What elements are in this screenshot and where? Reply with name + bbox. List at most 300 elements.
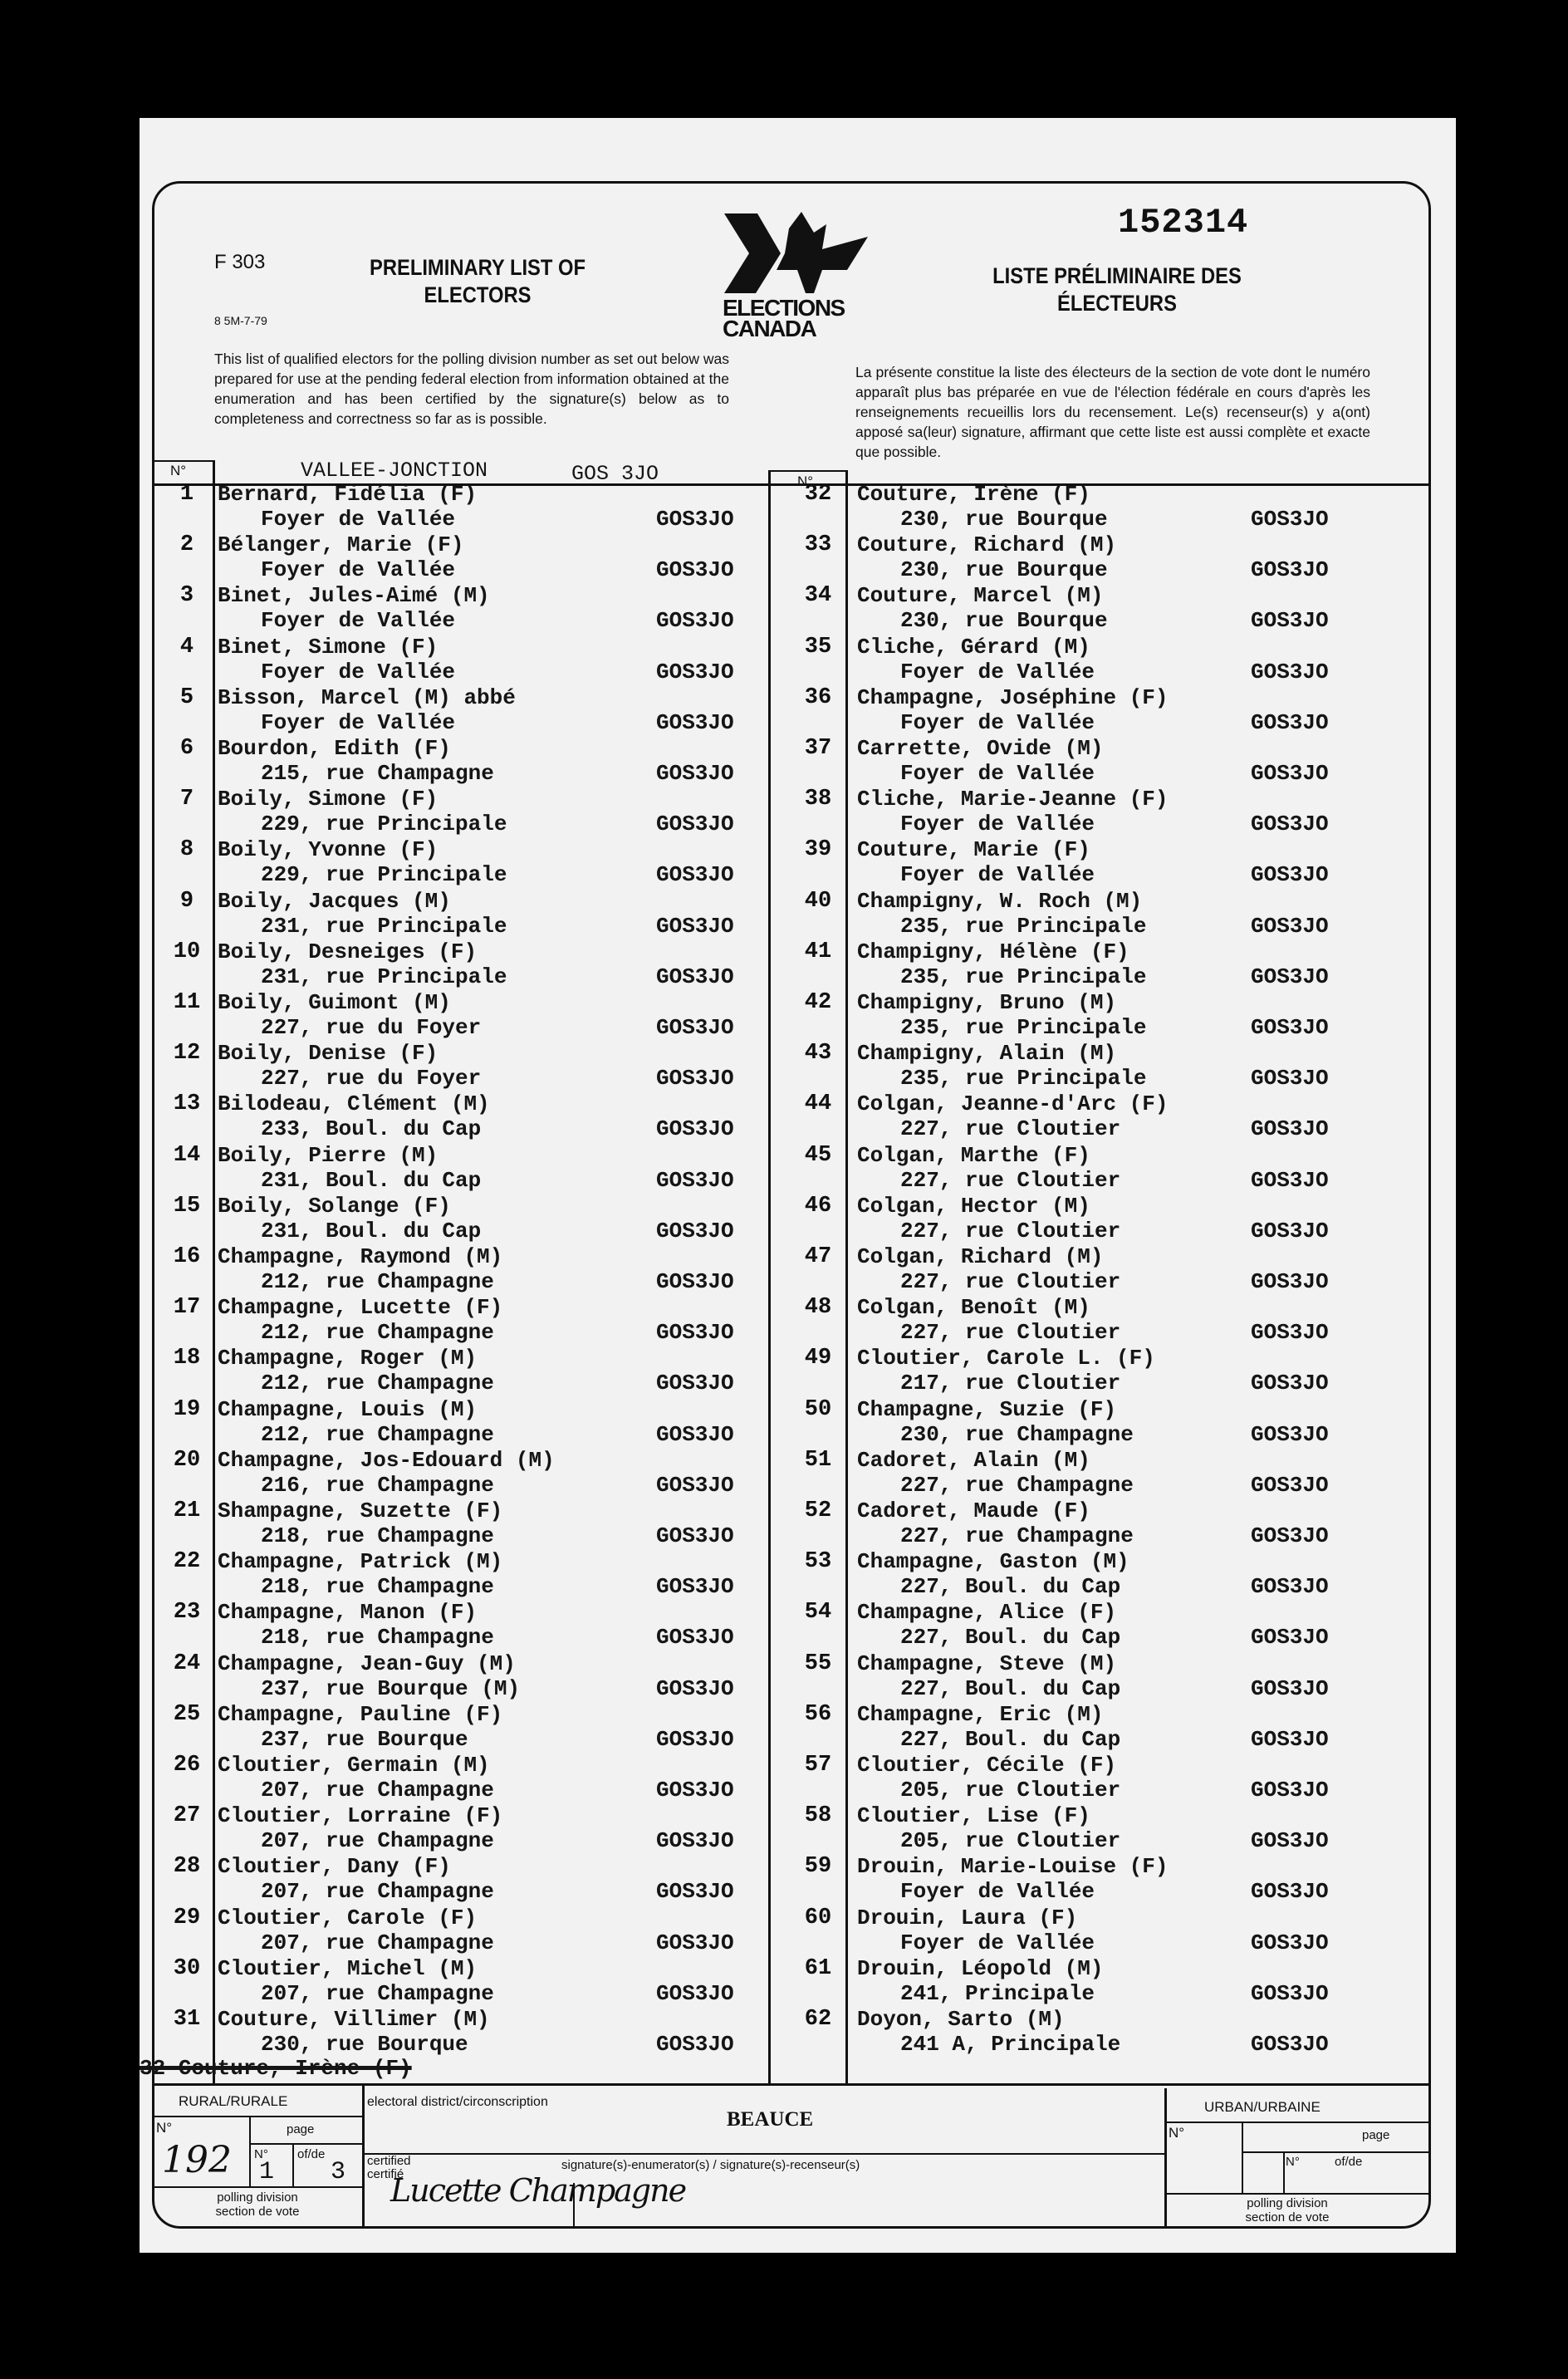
elector-address: 207, rue Champagne (261, 1879, 494, 1905)
rural-no-label: N° (156, 2120, 173, 2136)
elector-name: Cloutier, Cécile (F) (857, 1753, 1117, 1778)
elector-name: Champigny, Alain (M) (857, 1041, 1117, 1067)
elector-address: Foyer de Vallée (900, 659, 1095, 684)
entry-number: 61 (804, 1955, 832, 1981)
postal-code: GOS3JO (1251, 1218, 1329, 1243)
no-box-top-right (768, 470, 847, 472)
rural-label: RURAL/RURALE (179, 2093, 288, 2109)
urban-page-no-label: N° (1286, 2155, 1300, 2169)
no-header-right: N° (797, 473, 814, 489)
postal-code: GOS3JO (1251, 1625, 1329, 1651)
title-en (335, 254, 620, 309)
maple-leaf-x-icon (723, 212, 872, 295)
polling-division-fr: section de vote (215, 2205, 300, 2219)
entry-number: 32 (804, 482, 832, 507)
postal-code: GOS3JO (656, 659, 734, 684)
elector-address: 207, rue Champagne (261, 1930, 494, 1955)
elector-name: Couture, Villimer (M) (218, 2007, 490, 2032)
logo-line1: ELECTIONS (723, 295, 845, 321)
postal-code: GOS3JO (656, 1320, 734, 1346)
postal-code: GOS3JO (1251, 1421, 1329, 1447)
postal-code: GOS3JO (1251, 1320, 1329, 1346)
postal-code: GOS3JO (1251, 1269, 1329, 1294)
postal-code: GOS3JO (656, 1574, 734, 1600)
elector-address: 241 A, Principale (900, 2032, 1121, 2057)
serial-number: 152314 (1118, 203, 1249, 243)
elector-name: Colgan, Benoît (M) (857, 1295, 1090, 1321)
entry-number: 24 (173, 1651, 201, 1676)
urban-of-label: of/de (1335, 2155, 1363, 2169)
elector-address: Foyer de Vallée (261, 507, 456, 532)
entry-number: 37 (804, 736, 832, 761)
postal-code: GOS3JO (1251, 1371, 1329, 1396)
postal-code: GOS3JO (656, 1167, 734, 1193)
entry-number: 16 (173, 1244, 201, 1269)
elector-name: Binet, Jules-Aimé (M) (218, 583, 490, 609)
entry-number: 15 (173, 1193, 201, 1219)
entry-number: 56 (804, 1701, 832, 1727)
postal-code: GOS3JO (1251, 964, 1329, 989)
postal-code: GOS3JO (1251, 659, 1329, 684)
rural-of-label: of/de (297, 2147, 326, 2161)
postal-code: GOS3JO (1251, 1726, 1329, 1752)
elector-address: 227, Boul. du Cap (900, 1726, 1121, 1752)
elector-name: Cloutier, Carole (F) (218, 1905, 478, 1930)
elector-name: Drouin, Marie-Louise (F) (857, 1854, 1169, 1880)
postal-code: GOS3JO (1251, 1066, 1329, 1091)
postal-code: GOS3JO (1251, 1828, 1329, 1854)
elector-name: Champagne, Roger (M) (218, 1346, 478, 1371)
elector-address: Foyer de Vallée (900, 812, 1095, 837)
entry-number: 31 (173, 2007, 201, 2032)
elector-address: Foyer de Vallée (261, 608, 456, 634)
entry-number: 20 (173, 1447, 201, 1473)
elector-name: Boily, Denise (F) (218, 1041, 439, 1067)
entry-number: 28 (173, 1854, 201, 1880)
elector-address: 227, rue du Foyer (261, 1066, 482, 1091)
rural-page-no-label: N° (254, 2147, 268, 2161)
statement-fr: La présente constitue la liste des électeurs de la section de vote dont le numéro apparaît plus bas préparée en vue de l'élection fédérale en cours d'après les renseignements recueillis lors du recensement. Le(s) recenseur(s) y a(ont) apposé sa(leur) signature, affirmant que cette liste est aussi complète et exacte que possible. (855, 364, 1370, 460)
entry-number: 53 (804, 1549, 832, 1575)
elector-address: 235, rue Principale (900, 1015, 1147, 1040)
entry-number: 57 (804, 1753, 832, 1778)
postal-code: GOS3JO (1251, 1523, 1329, 1548)
entry-number: 58 (804, 1803, 832, 1829)
elector-name: Colgan, Marthe (F) (857, 1142, 1090, 1168)
elector-address: Foyer de Vallée (261, 709, 456, 735)
polling-division-number: 192 (162, 2139, 232, 2181)
postal-code: GOS3JO (1251, 608, 1329, 634)
elector-address: 231, rue Principale (261, 913, 507, 939)
postal-code: GOS3JO (656, 913, 734, 939)
entry-number: 5 (179, 684, 194, 710)
elector-address: 241, Principale (900, 1980, 1095, 2006)
rural-page-label: page (287, 2122, 315, 2136)
signature-label: signature(s)-enumerator(s) / signature(s)-recenseur(s) (561, 2158, 860, 2172)
elector-address: 231, Boul. du Cap (261, 1167, 482, 1193)
elector-address: 229, rue Principale (261, 862, 507, 888)
elector-name: Doyon, Sarto (M) (857, 2007, 1065, 2032)
center-divider-left (768, 470, 771, 2084)
postal-code: GOS3JO (656, 1879, 734, 1905)
postal-code: GOS3JO (1251, 557, 1329, 583)
entry-number: 29 (173, 1905, 201, 1930)
elector-address: 230, rue Bourque (261, 2032, 468, 2057)
urban-polling-division-fr: section de vote (1245, 2210, 1330, 2224)
entry-number: 11 (173, 990, 201, 1015)
elector-name: Boily, Yvonne (F) (218, 837, 439, 863)
elector-name: Champagne, Raymond (M) (218, 1244, 503, 1269)
elector-address: 227, rue Champagne (900, 1472, 1134, 1498)
elector-name: Champagne, Joséphine (F) (857, 684, 1169, 710)
entry-number: 18 (173, 1346, 201, 1371)
urban-no-label: N° (1169, 2125, 1185, 2141)
postal-code: GOS3JO (1251, 1574, 1329, 1600)
postal-code: GOS3JO (1251, 862, 1329, 888)
elector-address: 235, rue Principale (900, 1066, 1147, 1091)
entry-number: 41 (804, 939, 832, 964)
district-label: electoral district/circonscription (367, 2095, 548, 2109)
entry-number: 22 (173, 1549, 201, 1575)
entry-number: 50 (804, 1396, 832, 1422)
entry-number: 19 (173, 1396, 201, 1422)
elector-name: Boily, Desneiges (F) (218, 939, 478, 964)
title-fr (974, 262, 1259, 317)
rural-polling-division-label (174, 2190, 341, 2219)
entry-number: 13 (173, 1091, 201, 1117)
elector-name: Champagne, Pauline (F) (218, 1701, 503, 1727)
statement-en: This list of qualified electors for the polling division number as set out below was prepared for use at the pending federal election from information obtained at the enumeration and has been certified by the signature(s) below as to completeness and correctness so far as is possible. (214, 351, 729, 427)
elector-name: Champagne, Lucette (F) (218, 1295, 503, 1321)
elector-address: 230, rue Champagne (900, 1421, 1134, 1447)
elector-address: Foyer de Vallée (900, 1930, 1095, 1955)
entry-number: 39 (804, 837, 832, 863)
page-number: 1 (259, 2158, 275, 2186)
elector-address: 218, rue Champagne (261, 1523, 494, 1548)
entry-number: 46 (804, 1193, 832, 1219)
entry-number: 33 (804, 532, 832, 558)
elector-name: Cadoret, Maude (F) (857, 1499, 1090, 1523)
elector-name: Drouin, Laura (F) (857, 1905, 1078, 1930)
postal-code: GOS3JO (656, 761, 734, 786)
entry-number: 47 (804, 1244, 832, 1269)
elector-address: 212, rue Champagne (261, 1371, 494, 1396)
title-en-line1: PRELIMINARY LIST OF (369, 255, 586, 280)
elector-address: 227, rue Cloutier (900, 1167, 1121, 1193)
postal-code: GOS3JO (1251, 1778, 1329, 1803)
certified-fr: certifié (367, 2167, 404, 2181)
elector-address: Foyer de Vallée (900, 761, 1095, 786)
elector-name: Couture, Irène (F) (857, 482, 1090, 507)
elector-name: Cloutier, Germain (M) (218, 1753, 490, 1778)
postal-code: GOS3JO (1251, 1116, 1329, 1142)
elector-address: 207, rue Champagne (261, 1980, 494, 2006)
electoral-district: BEAUCE (727, 2108, 814, 2131)
elections-canada-logo (723, 212, 872, 339)
elector-name: Champagne, Alice (F) (857, 1600, 1117, 1626)
entry-number: 52 (804, 1499, 832, 1523)
elector-name: Champagne, Patrick (M) (218, 1549, 503, 1575)
no-header-left: N° (170, 463, 187, 478)
postal-code: GOS3JO (656, 1828, 734, 1854)
elector-address: 227, rue Cloutier (900, 1116, 1121, 1142)
elector-name: Champagne, Gaston (M) (857, 1549, 1129, 1575)
elector-name: Champagne, Steve (M) (857, 1651, 1117, 1676)
elector-name: Cloutier, Lise (F) (857, 1803, 1090, 1829)
entry-number: 43 (804, 1041, 832, 1067)
rural-box-right (362, 2085, 365, 2228)
postal-code: GOS3JO (656, 1930, 734, 1955)
postal-code: GOS3JO (656, 1523, 734, 1548)
postal-code: GOS3JO (656, 1116, 734, 1142)
title-en-line2: ELECTORS (424, 282, 532, 307)
elector-address: 212, rue Champagne (261, 1320, 494, 1346)
elector-address: Foyer de Vallée (261, 557, 456, 583)
entry-number: 44 (804, 1091, 832, 1117)
elector-address: 235, rue Principale (900, 964, 1147, 989)
elector-name: Champagne, Jean-Guy (M) (218, 1651, 516, 1676)
elector-name: Champagne, Jos-Edouard (M) (218, 1447, 555, 1473)
postal-code: GOS3JO (1251, 1015, 1329, 1040)
elector-name: Cloutier, Dany (F) (218, 1854, 451, 1880)
elector-name: Champigny, W. Roch (M) (857, 888, 1143, 914)
locality-postal-code: GOS 3JO (571, 462, 659, 486)
footer-top-rule (152, 2083, 1431, 2086)
entry-number: 48 (804, 1295, 832, 1321)
entry-number: 54 (804, 1600, 832, 1626)
elector-name: Bernard, Fidélia (F) (218, 482, 478, 507)
elector-address: 227, rue Champagne (900, 1523, 1134, 1548)
postal-code: GOS3JO (656, 608, 734, 634)
title-fr-line1: LISTE PRÉLIMINAIRE DES (992, 263, 1242, 288)
postal-code: GOS3JO (1251, 1472, 1329, 1498)
entry-number: 59 (804, 1854, 832, 1880)
elector-address: 227, Boul. du Cap (900, 1675, 1121, 1701)
elector-name: Carrette, Ovide (M) (857, 736, 1104, 761)
enumerator-signature: Lucette Champagne (390, 2172, 686, 2209)
elector-name: Champigny, Hélène (F) (857, 939, 1129, 964)
entry-number: 27 (173, 1803, 201, 1829)
elector-name: Shampagne, Suzette (F) (218, 1499, 503, 1523)
elector-name: Cloutier, Michel (M) (218, 1955, 478, 1981)
postal-code: GOS3JO (1251, 1167, 1329, 1193)
elector-name: Bisson, Marcel (M) abbé (218, 684, 516, 710)
elector-name: Cliche, Gérard (M) (857, 634, 1090, 660)
right-no-column-line (845, 470, 848, 2084)
polling-division-en: polling division (217, 2190, 298, 2205)
urban-page-label: page (1362, 2128, 1390, 2142)
page-total: 3 (331, 2158, 346, 2186)
elector-address: 215, rue Champagne (261, 761, 494, 786)
entry-number: 34 (804, 583, 832, 609)
entry-number: 35 (804, 634, 832, 660)
entry-number: 42 (804, 990, 832, 1015)
postal-code: GOS3JO (656, 1675, 734, 1701)
elector-name: Champigny, Bruno (M) (857, 990, 1117, 1015)
elector-name: Binet, Simone (F) (218, 634, 439, 660)
elector-address: 227, rue du Foyer (261, 1015, 482, 1040)
entry-number: 3 (179, 583, 194, 609)
postal-code: GOS3JO (656, 1421, 734, 1447)
postal-code: GOS3JO (1251, 913, 1329, 939)
postal-code: GOS3JO (656, 1472, 734, 1498)
postal-code: GOS3JO (1251, 812, 1329, 837)
entry-number: 55 (804, 1651, 832, 1676)
postal-code: GOS3JO (656, 862, 734, 888)
postal-code: GOS3JO (656, 1625, 734, 1651)
postal-code: GOS3JO (1251, 1930, 1329, 1955)
entry-number: 9 (179, 888, 194, 914)
elector-name: Drouin, Léopold (M) (857, 1955, 1104, 1981)
urban-polling-division-label (1204, 2196, 1370, 2224)
entry-number: 14 (173, 1142, 201, 1168)
elector-address: 227, rue Cloutier (900, 1218, 1121, 1243)
elector-address: 207, rue Champagne (261, 1778, 494, 1803)
no-box-top (152, 460, 213, 462)
elector-name: Colgan, Jeanne-d'Arc (F) (857, 1091, 1169, 1117)
elector-name: Couture, Marcel (M) (857, 583, 1104, 609)
elector-name: Bilodeau, Clément (M) (218, 1091, 490, 1117)
urban-box-left (1164, 2088, 1167, 2228)
elector-address: Foyer de Vallée (261, 659, 456, 684)
locality-name: VALLEE-JONCTION (301, 459, 488, 483)
elector-address: 235, rue Principale (900, 913, 1147, 939)
elector-name: Champagne, Suzie (F) (857, 1396, 1117, 1422)
elector-name: Couture, Marie (F) (857, 837, 1090, 863)
elector-name: Cadoret, Alain (M) (857, 1447, 1090, 1473)
elector-address: 227, Boul. du Cap (900, 1574, 1121, 1600)
elector-address: 231, rue Principale (261, 964, 507, 989)
entry-number: 2 (179, 532, 194, 558)
elector-address: 218, rue Champagne (261, 1574, 494, 1600)
elector-address: 227, rue Cloutier (900, 1320, 1121, 1346)
elector-name: Boily, Simone (F) (218, 787, 439, 812)
entry-number: 40 (804, 888, 832, 914)
form-code: F 303 (214, 251, 266, 273)
postal-code: GOS3JO (1251, 507, 1329, 532)
elector-name: Bélanger, Marie (F) (218, 532, 464, 558)
elector-address: 216, rue Champagne (261, 1472, 494, 1498)
elector-address: Foyer de Vallée (900, 862, 1095, 888)
elector-address: Foyer de Vallée (900, 709, 1095, 735)
entry-number: 23 (173, 1600, 201, 1626)
elector-address: 230, rue Bourque (900, 557, 1108, 583)
postal-code: GOS3JO (1251, 2032, 1329, 2057)
entry-number: 38 (804, 787, 832, 812)
entry-number: 26 (173, 1753, 201, 1778)
entry-number: 8 (179, 837, 194, 863)
entry-number: 17 (173, 1295, 201, 1321)
elector-address: 233, Boul. du Cap (261, 1116, 482, 1142)
entry-number: 1 (179, 482, 194, 507)
entry-number: 36 (804, 684, 832, 710)
entry-number: 4 (179, 634, 194, 660)
postal-code: GOS3JO (656, 1269, 734, 1294)
elector-name: Colgan, Hector (M) (857, 1193, 1090, 1219)
elector-address: 212, rue Champagne (261, 1421, 494, 1447)
certified-en: certified (367, 2154, 411, 2168)
postal-code: GOS3JO (1251, 1980, 1329, 2006)
elector-name: Boily, Guimont (M) (218, 990, 451, 1015)
entry-number: 60 (804, 1905, 832, 1930)
elector-address: 237, rue Bourque (261, 1726, 468, 1752)
elector-address: 229, rue Principale (261, 812, 507, 837)
elector-name: Cloutier, Lorraine (F) (218, 1803, 503, 1829)
elector-name: Champagne, Eric (M) (857, 1701, 1104, 1727)
elector-name: Boily, Solange (F) (218, 1193, 451, 1219)
postal-code: GOS3JO (656, 1371, 734, 1396)
elector-address: 205, rue Cloutier (900, 1828, 1121, 1854)
elector-address: 212, rue Champagne (261, 1269, 494, 1294)
elector-name: Boily, Jacques (M) (218, 888, 451, 914)
elector-address: 218, rue Champagne (261, 1625, 494, 1651)
print-code: 8 5M-7-79 (214, 314, 267, 327)
elector-address: Foyer de Vallée (900, 1879, 1095, 1905)
elector-name: Cloutier, Carole L. (F) (857, 1346, 1155, 1371)
postal-code: GOS3JO (656, 507, 734, 532)
elector-address: 237, rue Bourque (M) (261, 1675, 521, 1701)
urban-polling-division-en: polling division (1247, 2196, 1328, 2210)
elector-address: 227, Boul. du Cap (900, 1625, 1121, 1651)
postal-code: GOS3JO (656, 2032, 734, 2057)
entry-number: 6 (179, 736, 194, 761)
postal-code: GOS3JO (656, 1218, 734, 1243)
logo-line2: CANADA (723, 316, 816, 341)
entry-number: 45 (804, 1142, 832, 1168)
elector-name: Cliche, Marie-Jeanne (F) (857, 787, 1169, 812)
entry-number: 10 (173, 939, 201, 964)
elector-name: Champagne, Manon (F) (218, 1600, 478, 1626)
entry-number: 49 (804, 1346, 832, 1371)
postal-code: GOS3JO (656, 1980, 734, 2006)
entry-number: 7 (179, 787, 194, 812)
postal-code: GOS3JO (656, 557, 734, 583)
elector-address: 231, Boul. du Cap (261, 1218, 482, 1243)
entry-number: 30 (173, 1955, 201, 1981)
title-fr-line2: ÉLECTEURS (1057, 291, 1177, 316)
urban-label: URBAN/URBAINE (1204, 2099, 1321, 2115)
elector-address: 227, rue Cloutier (900, 1269, 1121, 1294)
postal-code: GOS3JO (1251, 761, 1329, 786)
entry-number: 21 (173, 1499, 201, 1523)
entry-number: 25 (173, 1701, 201, 1727)
elector-address: 205, rue Cloutier (900, 1778, 1121, 1803)
elector-name: Champagne, Louis (M) (218, 1396, 478, 1422)
entry-number: 12 (173, 1041, 201, 1067)
struck-entry: 32 Couture, Irène (F) (140, 2056, 412, 2081)
postal-code: GOS3JO (656, 1066, 734, 1091)
postal-code: GOS3JO (656, 1015, 734, 1040)
elector-name: Couture, Richard (M) (857, 532, 1117, 558)
postal-code: GOS3JO (656, 964, 734, 989)
elector-address: 230, rue Bourque (900, 608, 1108, 634)
entry-number: 51 (804, 1447, 832, 1473)
postal-code: GOS3JO (656, 1726, 734, 1752)
elector-name: Boily, Pierre (M) (218, 1142, 439, 1168)
elector-address: 207, rue Champagne (261, 1828, 494, 1854)
postal-code: GOS3JO (1251, 709, 1329, 735)
elector-name: Bourdon, Edith (F) (218, 736, 451, 761)
elector-address: 217, rue Cloutier (900, 1371, 1121, 1396)
entry-number: 62 (804, 2007, 832, 2032)
elector-name: Colgan, Richard (M) (857, 1244, 1104, 1269)
elector-address: 230, rue Bourque (900, 507, 1108, 532)
postal-code: GOS3JO (656, 1778, 734, 1803)
postal-code: GOS3JO (1251, 1879, 1329, 1905)
postal-code: GOS3JO (656, 812, 734, 837)
postal-code: GOS3JO (1251, 1675, 1329, 1701)
postal-code: GOS3JO (656, 709, 734, 735)
